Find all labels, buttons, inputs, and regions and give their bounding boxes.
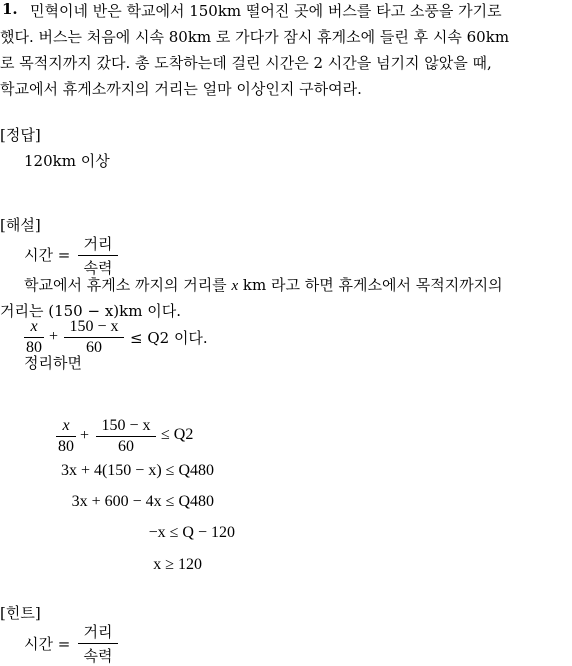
hint-formula-denominator: 속력 — [83, 647, 113, 665]
answer-heading: [정답] — [0, 126, 41, 144]
explanation-para1 — [24, 274, 503, 295]
fraction-bar — [96, 436, 156, 437]
explanation-para2: 거리는 (150 − x)km 이다. — [0, 302, 181, 320]
ineq-rest: ≤ Q2 이다. — [130, 329, 208, 347]
step1-plus: + — [80, 427, 90, 444]
para1-variable: x — [231, 278, 239, 294]
para1-rest: km 라고 하면 휴게소에서 목적지까지의 — [242, 276, 503, 294]
fraction-bar — [78, 643, 118, 644]
fraction-bar — [56, 436, 76, 437]
ineq-den-2: 60 — [86, 339, 102, 356]
fraction-bar — [64, 337, 124, 338]
ineq-plus: + — [49, 328, 59, 345]
hint-formula-fraction — [78, 621, 118, 666]
problem-number: 1. — [2, 0, 18, 18]
hint-formula-lhs: 시간 = — [24, 635, 71, 653]
step-2: 3x + 4(150 − x) ≤ Q480 — [60, 462, 214, 479]
step-4: −x ≤ Q − 120 — [148, 524, 235, 541]
step1-den-1: 80 — [58, 438, 74, 455]
step-1: ≤ Q2 — [161, 426, 194, 443]
step1-fraction-2 — [96, 417, 156, 456]
organize-text: 정리하면 — [24, 354, 82, 372]
explanation-heading: [해설] — [0, 216, 41, 234]
formula-fraction — [78, 233, 118, 278]
ineq-den-1: 80 — [26, 339, 42, 356]
formula-numerator: 거리 — [83, 235, 113, 253]
problem-line-2: 했다. 버스는 처음에 시속 80km 로 가다가 잠시 휴게소에 들린 후 시속 60km — [0, 28, 510, 46]
step1-den-2: 60 — [118, 438, 134, 455]
answer-text: 120km 이상 — [24, 152, 110, 170]
step-3: 3x + 600 − 4x ≤ Q480 — [71, 493, 214, 510]
step1-num-2: 150 − x — [101, 417, 151, 434]
ineq-num-2: 150 − x — [69, 318, 119, 335]
hint-heading: [힌트] — [0, 604, 41, 622]
ineq-num-1: x — [30, 318, 38, 335]
problem-line-1: 민혁이네 반은 학교에서 150km 떨어진 곳에 버스를 타고 소풍을 가기로 — [30, 2, 502, 20]
problem-line-4: 학교에서 휴게소까지의 거리는 얼마 이상인지 구하여라. — [0, 80, 362, 98]
formula-lhs: 시간 = — [24, 246, 71, 264]
problem-line-3: 로 목적지까지 갔다. 총 도착하는데 걸린 시간은 2 시간을 넘기지 않았을 때, — [0, 54, 492, 72]
fraction-bar — [78, 255, 118, 256]
step1-fraction-1 — [56, 417, 76, 456]
fraction-bar — [24, 337, 44, 338]
step-5: x ≥ 120 — [153, 556, 202, 573]
hint-formula-numerator: 거리 — [83, 623, 113, 641]
step1-num-1: x — [62, 417, 70, 434]
formula-denominator: 속력 — [83, 259, 113, 277]
para1-text: 학교에서 휴게소 까지의 거리를 — [24, 276, 227, 294]
